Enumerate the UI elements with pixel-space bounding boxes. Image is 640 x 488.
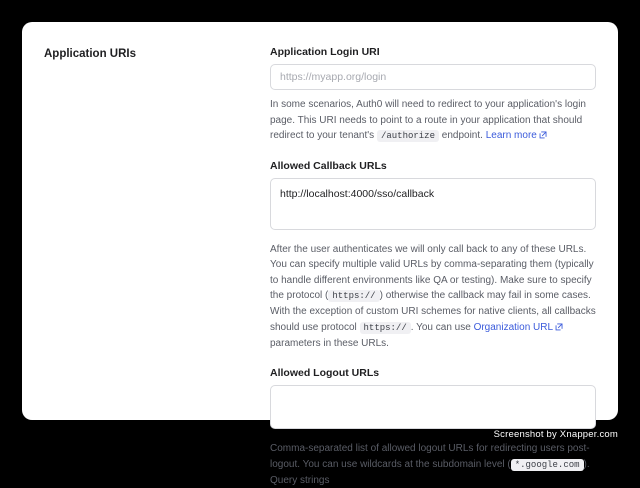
login-uri-help-text-2: endpoint. <box>438 130 486 141</box>
login-uri-help-text-1: In some scenarios, Auth0 will need to redirect to your application's login page. This URI needs to point to a route in your application that should redirect to your tenant's <box>270 99 586 141</box>
logout-help-text-1: Comma-separated list of allowed logout URLs for redirecting users post-logout. You can use wildcards at the subdomain level ( <box>270 443 590 470</box>
wildcard-domain-code: *.google.com <box>511 459 584 471</box>
https-protocol-code-1: https:// <box>328 290 379 302</box>
field-application-login-uri <box>270 46 596 144</box>
section-title: Application URIs <box>44 48 137 60</box>
logout-help-text-2: ). Query strings <box>270 458 590 486</box>
logout-urls-textarea[interactable] <box>270 385 596 429</box>
organization-url-link[interactable]: Organization URL <box>473 321 554 333</box>
external-link-icon <box>539 131 547 139</box>
callback-help-text-4: parameters in these URLs. <box>270 337 389 349</box>
external-link-icon <box>555 323 563 331</box>
logout-urls-help <box>270 441 596 488</box>
callback-urls-label: Allowed Callback URLs <box>270 159 387 172</box>
callback-help-text-2: ) otherwise the callback may fail in some cases. With the exception of custom URI schemes for native clients, all callbacks should use protocol <box>270 290 596 333</box>
field-allowed-logout-urls <box>270 367 596 488</box>
callback-urls-textarea[interactable] <box>270 178 596 230</box>
callback-help-text-1: After the user authenticates we will only call back to any of these URLs. You can specify multiple valid URLs by comma-separating them (typically to handle different environments like QA or testing). Make sure to specify the protocol ( <box>270 243 594 302</box>
login-uri-label: Application Login URI <box>270 46 380 58</box>
authorize-endpoint-code: /authorize <box>377 130 439 142</box>
callback-urls-help <box>270 242 596 351</box>
login-uri-help <box>270 97 596 144</box>
login-uri-input[interactable] <box>270 64 596 90</box>
learn-more-link[interactable]: Learn more <box>485 130 537 141</box>
logout-urls-label: Allowed Logout URLs <box>270 367 380 380</box>
callback-help-text-3: . You can use <box>410 321 474 333</box>
field-allowed-callback-urls <box>270 160 596 351</box>
https-protocol-code-2: https:// <box>360 322 411 334</box>
watermark: Screenshot by Xnapper.com <box>493 429 618 440</box>
